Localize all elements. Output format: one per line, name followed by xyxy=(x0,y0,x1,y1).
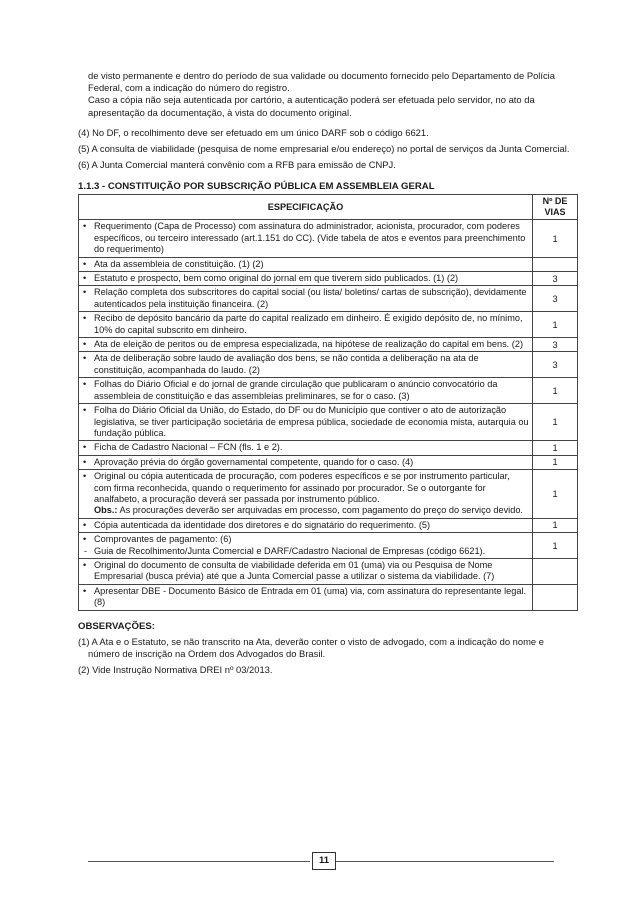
table-row xyxy=(79,378,578,404)
table-row xyxy=(79,272,578,286)
header-specification: ESPECIFICAÇÃO xyxy=(79,195,533,220)
observations-title: OBSERVAÇÕES: xyxy=(78,620,155,632)
row-text: • Ficha de Cadastro Nacional – FCN (fls. 1 e 2). xyxy=(82,442,529,453)
section-title: 1.1.3 - CONSTITUIÇÃO POR SUBSCRIÇÃO PÚBLICA EM ASSEMBLEIA GERAL xyxy=(78,181,435,193)
document-page xyxy=(78,70,578,676)
table-row xyxy=(79,257,578,271)
row-vias: 3 xyxy=(533,272,578,286)
row-vias: 1 xyxy=(533,312,578,338)
row-vias: 1 xyxy=(533,455,578,469)
page-footer xyxy=(0,852,638,870)
table-header-row xyxy=(79,195,578,220)
footer-rule-left xyxy=(88,861,310,862)
row-vias xyxy=(533,558,578,584)
row-vias: 1 xyxy=(533,220,578,257)
row-text: • Estatuto e prospecto, bem como original do jornal em que tiverem sido publicados. (1) (2) xyxy=(82,273,529,284)
table-row xyxy=(79,338,578,352)
row-vias: 3 xyxy=(533,352,578,378)
note-5: (5) A consulta de viabilidade (pesquisa de nome empresarial e/ou endereço) no portal de serviços da Junta Comercial. xyxy=(78,143,570,155)
row-vias: 1 xyxy=(533,441,578,455)
table-row xyxy=(79,404,578,441)
table-row xyxy=(79,455,578,469)
footer-rule-right xyxy=(336,861,554,862)
row-vias: 1 xyxy=(533,470,578,519)
intro-paragraph-1: de visto permanente e dentro do período de sua validade ou documento fornecido pelo Departamento de Polícia Federal, com a indicação do número do registro. xyxy=(88,70,555,94)
page-number: 11 xyxy=(312,852,336,870)
table-row xyxy=(79,220,578,257)
row-vias xyxy=(533,584,578,610)
observation-item: (1) A Ata e o Estatuto, se não transcrito na Ata, deverão conter o visto de advogado, com a indicação do nome e número de inscrição na Ordem dos Advogados do Brasil. xyxy=(78,635,544,659)
row-observation xyxy=(82,505,529,516)
table-row xyxy=(79,533,578,559)
table-row xyxy=(79,558,578,584)
row-text: • Aprovação prévia do órgão governamental competente, quando for o caso. (4) xyxy=(82,457,529,468)
row-text: • Comprovantes de pagamento: (6) xyxy=(82,534,529,545)
table-row xyxy=(79,470,578,519)
observation-item: (2) Vide Instrução Normativa DREI nº 03/2013. xyxy=(78,664,273,676)
row-vias: 3 xyxy=(533,338,578,352)
row-vias: 3 xyxy=(533,286,578,312)
table-row xyxy=(79,518,578,532)
row-subitem: - Guia de Recolhimento/Junta Comercial e DARF/Cadastro Nacional de Empresas (código 6621). xyxy=(82,546,529,557)
row-text: • Relação completa dos subscritores do capital social (ou lista/ boletins/ cartas de subscrição), devidamente autenticados pela instituição financeira. (2) xyxy=(82,287,529,310)
obs-text: As procurações deverão ser arquivadas em processo, com pagamento do preço do serviço devido. xyxy=(117,505,523,516)
table-row xyxy=(79,441,578,455)
row-vias xyxy=(533,257,578,271)
row-vias: 1 xyxy=(533,533,578,559)
table-row xyxy=(79,286,578,312)
row-text: • Ata de eleição de peritos ou de empresa especializada, na hipótese de realização do capital em bens. (2) xyxy=(82,339,529,350)
documents-table xyxy=(78,194,578,610)
header-vias: Nº DE VIAS xyxy=(533,195,578,220)
row-text: • Ata de deliberação sobre laudo de avaliação dos bens, se não contida a deliberação na ata de constituição, acompanhada do laudo. (2) xyxy=(82,353,529,376)
row-text: • Recibo de depósito bancário da parte do capital realizado em dinheiro. É exigido depósito de, no mínimo, 10% do capital subscrito em dinheiro. xyxy=(82,313,529,336)
intro-paragraph-2: Caso a cópia não seja autenticada por cartório, a autenticação poderá ser efetuada pelo servidor, no ato da apresentação da documentação, à vista do documento original. xyxy=(88,94,535,118)
table-row xyxy=(79,584,578,610)
row-text: • Original ou cópia autenticada de procuração, com poderes específicos e se por instrumento particular, com firma reconhecida, quando o requerimento for assinado por procurador. Se o outorgante for analfabeto, a procuração deverá ser passada por instrumento público. xyxy=(82,471,529,505)
row-text: • Original do documento de consulta de viabilidade deferida em 01 (uma) via ou Pesquisa de Nome Empresarial (busca prévia) até que a Junta Comercial passe a utilizar o sistema da viabilidade. (7) xyxy=(82,560,529,583)
row-vias: 1 xyxy=(533,518,578,532)
row-text: • Ata da assembleia de constituição. (1) (2) xyxy=(82,259,529,270)
table-row xyxy=(79,352,578,378)
row-text: • Cópia autenticada da identidade dos diretores e do signatário do requerimento. (5) xyxy=(82,520,529,531)
note-6: (6) A Junta Comercial manterá convênio com a RFB para emissão de CNPJ. xyxy=(78,159,396,171)
row-text: • Folha do Diário Oficial da União, do Estado, do DF ou do Município que contiver o ato de autorização legislativa, se tiver participação societária de empresa pública, sociedade de economia mista, autarquia ou fundação pública. xyxy=(82,405,529,439)
row-text: • Folhas do Diário Oficial e do jornal de grande circulação que publicaram o anúncio convocatório da assembleia de constituição e das assembleias preliminares, se for o caso. (3) xyxy=(82,379,529,402)
table-row xyxy=(79,312,578,338)
row-vias: 1 xyxy=(533,404,578,441)
row-vias: 1 xyxy=(533,378,578,404)
row-text: • Requerimento (Capa de Processo) com assinatura do administrador, acionista, procurador, com poderes específicos, ou terceiro interessado (art.1.151 do CC). (Vide tabela de atos e eventos para preenchimento do requerimento) xyxy=(82,221,529,255)
note-4: (4) No DF, o recolhimento deve ser efetuado em um único DARF sob o código 6621. xyxy=(78,126,429,138)
row-text: • Apresentar DBE - Documento Básico de Entrada em 01 (uma) via, com assinatura do representante legal. (8) xyxy=(82,586,529,609)
obs-label: Obs.: xyxy=(94,505,118,516)
